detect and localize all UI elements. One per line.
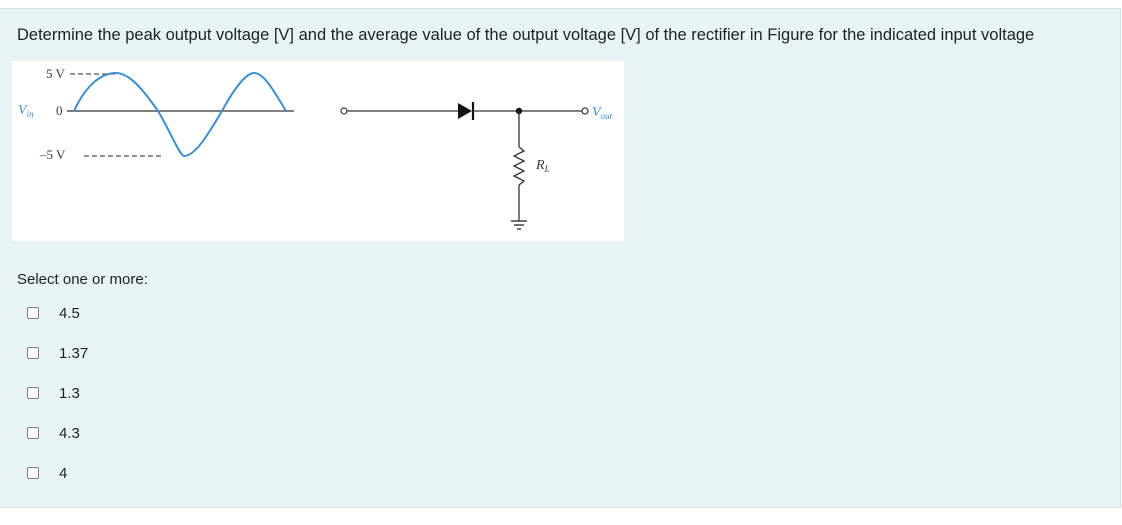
answer-option[interactable]	[27, 341, 88, 381]
vout-label	[592, 105, 613, 121]
checkbox[interactable]	[27, 307, 39, 319]
select-prompt: Select one or more:	[17, 271, 148, 288]
checkbox[interactable]	[27, 427, 39, 439]
circuit-figure	[12, 61, 624, 241]
answer-options	[27, 301, 88, 501]
answer-option[interactable]	[27, 301, 88, 341]
neg-peak-label: –5 V	[40, 147, 66, 162]
question-text: Determine the peak output voltage [V] and the average value of the output voltage [V] of the rectifier in Figure for the indicated input voltage	[17, 26, 1035, 44]
vin-main: V	[18, 103, 27, 118]
checkbox[interactable]	[27, 387, 39, 399]
vin-sub: in	[26, 109, 34, 119]
checkbox[interactable]	[27, 347, 39, 359]
circuit-diagram	[12, 61, 624, 241]
pos-peak-label: 5 V	[46, 66, 65, 81]
question-card	[0, 8, 1121, 508]
answer-option[interactable]	[27, 461, 88, 501]
option-label: 1.37	[59, 344, 89, 362]
answer-option[interactable]	[27, 421, 88, 461]
sine-waveform	[74, 73, 286, 156]
rl-sub: L	[544, 164, 550, 174]
zero-label: 0	[56, 103, 63, 118]
diode-icon	[458, 103, 472, 119]
vout-sub: out	[600, 111, 613, 121]
rl-label	[535, 158, 550, 174]
answer-option[interactable]	[27, 381, 88, 421]
vout-main: V	[592, 105, 601, 120]
output-terminal	[582, 108, 588, 114]
resistor-icon	[514, 147, 524, 185]
option-label: 1.3	[59, 384, 80, 402]
checkbox[interactable]	[27, 467, 39, 479]
vin-label	[18, 103, 34, 119]
option-label: 4.3	[59, 424, 80, 442]
input-terminal	[341, 108, 347, 114]
rl-main: R	[536, 158, 545, 173]
option-label: 4	[59, 464, 68, 482]
option-label: 4.5	[59, 304, 80, 322]
